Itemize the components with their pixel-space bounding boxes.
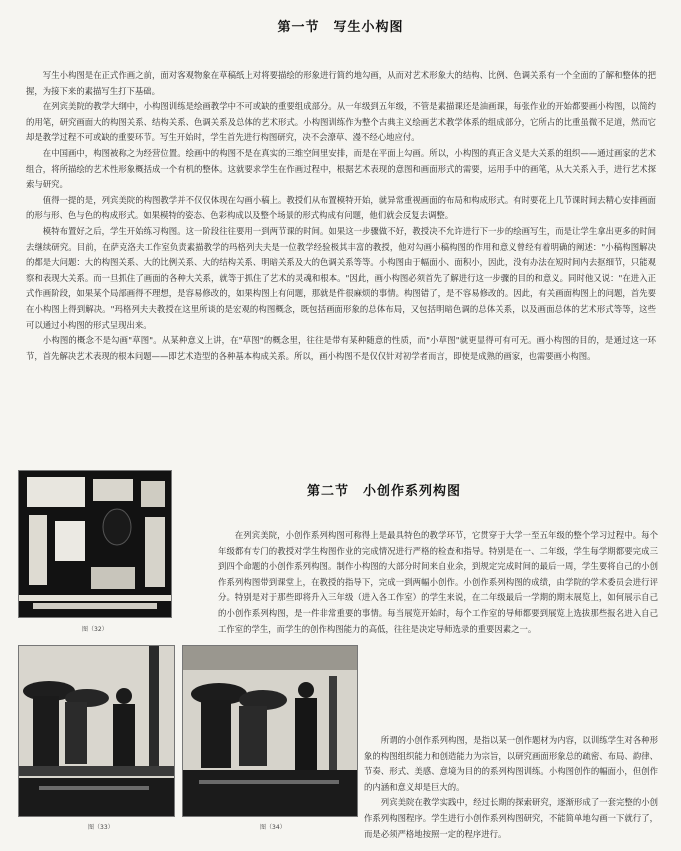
section2-title: 小创作系列构图 (363, 484, 462, 499)
section2-paragraph: 在列宾美院，小创作系列构图可称得上是最具特色的教学环节，它贯穿于大学一至五年级的整个学习过程中。每个年级都有专门的教授对学生构图作业的完成情况进行严格的检查和指导。特别是在一、二年级，学生每学期都要完成三到四个命题的小创作系列构图。制作小构图的大部分时间来自业余，到规定完成时间的最后一周，学生要将自己的小创作系列构图带到课堂上，在教授的指导下，完成一到两幅小创作。小创作系列构图的成绩，由学院的学术委员会进行评分。特别是对于那些即将升入三年级（进入各工作室）的学生来说，在二年级最后一学期的期末展览上，如何展示自己的小创作系列构图，是一件非常重要的事情。每当展览开始时，每个工作室的导师都要到展览上选拔那些报名进入自己工作室的学生，而学生的创作构图能力的高低，往往是决定导师选录的重要因素之一。 (218, 530, 658, 634)
figure-34-caption: 图（34） (260, 824, 286, 831)
section1-paragraph: 值得一提的是，列宾美院的构图教学并不仅仅体现在勾画小稿上。教授们从布置模特开始，就异常重视画面的布局和构成形式。有时要花上几节课时间去精心安排画面的形与形、色与色的构成形式。如果模特的姿态、色彩构成以及整个场景的形式构成有问题，他们就会反复去调整。 (26, 194, 656, 221)
figure-33 (18, 645, 175, 817)
section2-paragraph: 所谓的小创作系列构图，是指以某一创作题材为内容，以训练学生对各种形象的构图组织能力和创造能力为宗旨，以研究画面形象总的疏密、布局、韵律、节奏、形式、美感、意境为目的的系列构图训练。小构图创作的幅面小，但创作的内涵和意义却是巨大的。 (364, 735, 658, 792)
section2-body-continued (364, 733, 658, 842)
section2-paragraph: 列宾美院在教学实践中，经过长期的探索研究，逐渐形成了一套完整的小创作系列构图程序。学生进行小创作系列构图研究，不能简单地勾画一下就行了，而是必须严格地按照一定的程序进行。 (364, 797, 658, 839)
section2-number: 第二节 (307, 484, 350, 499)
section1-body (26, 68, 656, 364)
section2-heading (300, 480, 660, 499)
section1-heading (0, 16, 681, 35)
section1-title: 写生小构图 (333, 20, 404, 35)
section1-paragraph: 小构图的概念不是勾画"草图"。从某种意义上讲，在"草图"的概念里，往往是带有某种随意的性质，而"小草图"就更显得可有可无。画小构图的目的，是通过这一环节，首先解决艺术表现的根本问题——即艺术造型的各种基本构成关系。所以，画小构图不是仅仅针对初学者而言，即使是成熟的画家，也需要画小构图。 (26, 335, 656, 361)
figure-32-artwork (19, 471, 171, 617)
section1-number: 第一节 (277, 20, 320, 35)
figure-32 (18, 470, 172, 618)
section1-paragraph: 在中国画中，构图被称之为经营位置。绘画中的构图不是在真实的三维空间里安排，而是在平面上勾画。所以，小构图的真正含义是大关系的组织——通过画家的艺术组合，将所描绘的艺术性形象概括成一个有机的整体。这就要求学生在作画过程中，根据艺术表现的意图和画面形式的需要，运用手中的画笔，从大关系入手，进行艺术探索与研究。 (26, 147, 656, 190)
figure-33-caption: 图（33） (88, 824, 114, 831)
figure-33-artwork (19, 646, 174, 816)
figure-32-caption: 图（32） (82, 626, 108, 633)
figure-34 (182, 645, 358, 817)
figure-34-artwork (183, 646, 357, 816)
section1-paragraph: 模特布置好之后，学生开始练习构图。这一阶段往往要用一到两节课的时间。如果这一步骤做不好，教授决不允许进行下一步的绘画写生，而是让学生拿出更多的时间去继续研究。目前，在萨克洛夫工作室负责素描教学的玛格列夫夫是一位教学经验极其丰富的教授，他对勾画小稿构图的作用和意义曾经有着明确的阐述："小稿构图解决的都是大问题：大的构图关系、大的比例关系、大的结构关系、明暗关系及大的色调关系等等。小构图由于幅面小、面积小，因此，没有办法在短时间内去抠细节，只能观察和表现大关系。而一旦抓住了画面的各种大关系，就等于抓住了艺术的灵魂和根本。"因此，画小构图必须首先了解进行这一步骤的目的和意义。同时他又说："在进入正式作画阶段，如果某个局部画得不理想，是容易修改的，如果构图上有问题，那就是件很麻烦的事情。构图错了，是不容易修改的。因此，有关画面构图上的问题，首先要在小构图上得到解决。"玛格列夫夫教授在这里所谈的是宏观的构图概念，既包括画面形象的总体布局，又包括明暗色调的总体关系，以及画面总体的艺术形式等等，这些可以通过小构图的形式呈现出来。 (26, 225, 656, 330)
section2-body (218, 528, 658, 637)
section1-paragraph: 写生小构图是在正式作画之前，面对客观物象在草稿纸上对将要描绘的形象进行简约地勾画，从而对艺术形象大的结构、比例、色调关系有一个全面的了解和整体的把握，为接下来的素描写生打下基础。 (26, 70, 656, 96)
section1-paragraph: 在列宾美院的教学大纲中，小构图训练是绘画教学中不可或缺的重要组成部分。从一年级到五年级，不管是素描课还是油画课，每张作业的开始都要画小构图，以简约的用笔，研究画面大的构图关系、结构关系、色调关系及总体的艺术形式。小构图训练作为整个古典主义绘画艺术教学体系的组成部分，它所占的比重虽微不足道，然而它却是教学过程不可或缺的重要环节。写生开始时，学生首先进行构图研究，决不会潦草、漫不经心地应付。 (26, 101, 656, 143)
